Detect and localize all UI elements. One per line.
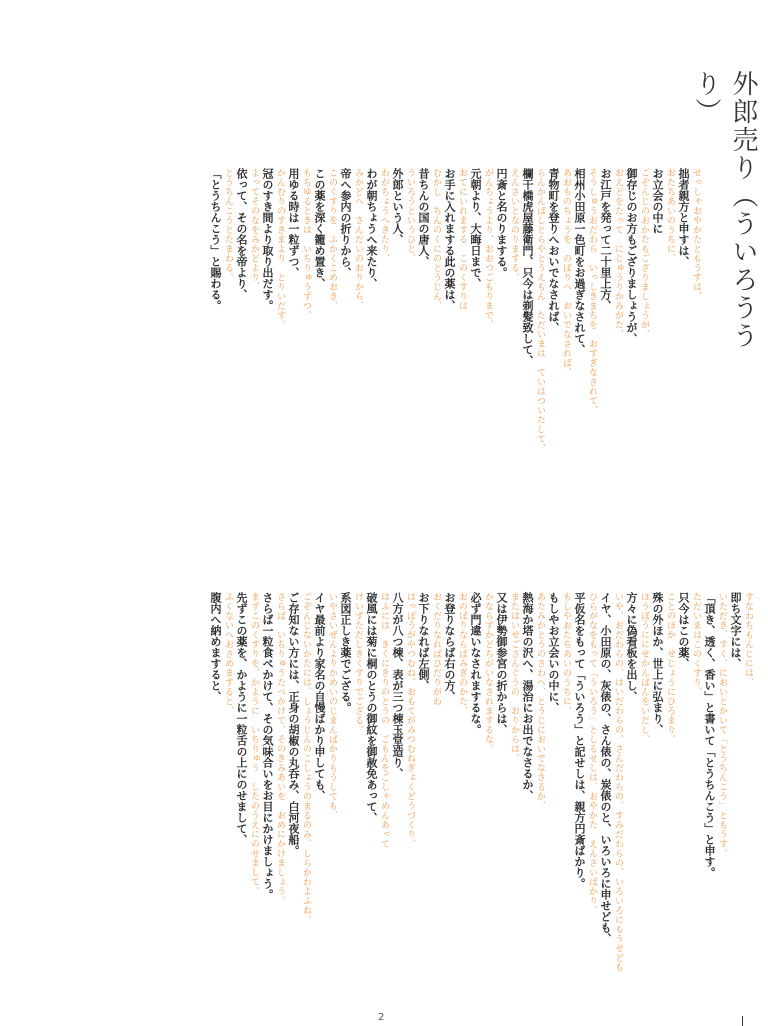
text-line: ご存知ない方には、正身の胡椒の丸呑み、白河夜船。 (287, 592, 300, 856)
furigana-line: このくすりを ふかくこめおき、 (327, 168, 337, 311)
page-title: 外郎売り（ういろううり） (691, 70, 758, 350)
furigana-line: よってそのなをみかどより、 (249, 168, 259, 292)
text-line: 「頂き、透く、香い」と書いて「とうちんこう」と申す。 (703, 592, 716, 878)
text-line: この薬を深く籠め置き、 (313, 168, 326, 289)
text-line: 元朝より、大晦日まで、 (469, 168, 482, 289)
text-line: 帝へ参内の折りから、 (339, 168, 352, 278)
furigana-line: むかし ちんのくにのとうじん、 (431, 168, 441, 311)
page-number: 2 (378, 1012, 385, 1023)
text-line: 必ず門違いなされまするな。 (469, 592, 482, 735)
text-line: もしやお立会いの中に、 (547, 592, 560, 713)
text-line: お下りなれば左側、 (417, 592, 430, 691)
text-line: 又は伊勢御参宮の折からは、 (495, 592, 508, 735)
text-line: 只今はこの薬、 (677, 592, 690, 669)
text-line: 「とうちんこう」と賜わる。 (209, 168, 222, 311)
furigana-line: またはいせごさんぐうの おりからは、 (509, 592, 519, 763)
text-line: 青物町を登りへおいでなされば、 (547, 168, 560, 333)
text-block-lower (52, 592, 752, 1012)
furigana-line: ただいまはこのくすり、 (691, 592, 701, 697)
furigana-line: いただき、すく、においとかいて「とうちんこう」ともうす。 (717, 592, 727, 858)
text-line: 八方が八つ棟、表が三つ棟玉堂造り、 (391, 592, 404, 779)
furigana-line: そうしゅうおだわら いっしきまちを おすぎなされて、 (587, 168, 597, 415)
furigana-line: ことのほか せじょうにひろまり、 (665, 592, 675, 744)
text-line: 即ち文字には、 (729, 592, 742, 669)
text-line: 昔ちんの国の唐人、 (417, 168, 430, 267)
text-line: 拙者親方と申すは、 (677, 168, 690, 267)
furigana-line: おたちあいのうちに、 (665, 168, 675, 263)
text-line: 平仮名をもって「ういろう」と記せしは、親方円斎ばかり。 (573, 592, 586, 889)
text-line: 系図正しき薬でござる。 (339, 592, 352, 713)
text-line: 殊の外ほか、世上に弘まり、 (651, 592, 664, 735)
text-line: 円斎と名のりまする。 (495, 168, 508, 278)
text-line: お手に入れまする此の薬は、 (443, 168, 456, 311)
furigana-line: いや、おだわらの、はいだわらの、さんだわらの、すみだわらの、いろいろにもうせども (613, 592, 623, 972)
text-line: 外郎という人、 (391, 168, 404, 245)
text-line: さらば一粒食べかけて、その気味合いをお目にかけましょう。 (261, 592, 274, 900)
furigana-line: さらば いちりゅうたべかけて、そのきみあいを おめにかけましょう。 (275, 592, 285, 906)
furigana-line: もちゆるときは いちりゅうずつ、 (301, 168, 311, 320)
furigana-line: おくだりなればひだりがわ (431, 592, 441, 706)
furigana-line: とうちんこうとたまわる。 (223, 168, 233, 282)
furigana-line: はふには きくにきりのとうの ごもんをごしゃめんあって (379, 592, 389, 849)
furigana-line: わがちょうへきたり、 (379, 168, 389, 263)
furigana-line: おてにいれまする このくすりは (457, 168, 467, 311)
text-block-upper (70, 168, 700, 528)
text-line: 用ゆる時は一粒ずつ、 (287, 168, 300, 278)
text-line: 相州小田原一色町をお過ぎなされて、 (573, 168, 586, 355)
text-line: イヤ最前より家名の自慢ばかり申しても、 (313, 592, 326, 801)
text-line: 方々に偽看板を出し、 (625, 592, 638, 702)
furigana-line: おのぼりならばみぎのかた、 (457, 592, 467, 716)
furigana-line: かんむりのすきまより とりいだす。 (275, 168, 285, 330)
furigana-line: ういろうというひと、 (405, 168, 415, 263)
furigana-line: すなわちもんじには、 (743, 592, 753, 687)
furigana-line: まずこのくすりを、かように いちりゅう したのうえにのせまして、 (249, 592, 259, 896)
furigana-line: いやさいぜんよりかめいのじまんばかりもうしても、 (327, 592, 337, 820)
furigana-line: みかどへ さんだいのおりから、 (353, 168, 363, 311)
furigana-line: ごぞんじないかたには、しょうじんのこしょうのまるのみ、しらかわよふね。 (301, 592, 311, 925)
text-line: イヤ、小田原の、灰俵の、さん俵の、炭俵のと、いろいろに申せども、 (599, 592, 612, 944)
furigana-line: がんちょうより、おおつごもりまで、 (483, 168, 493, 330)
furigana-line: ほうぼうににせかんばんをいだし、 (639, 592, 649, 744)
text-line: 御存じのお方もござりましょうが、 (625, 168, 638, 344)
text-line: お立会の中に (651, 168, 664, 234)
furigana-line: はっぽうがやつむね、おもてがみつむねぎょくどうづくり、 (405, 592, 415, 849)
text-line: 依って、その名を帝より、 (235, 168, 248, 300)
text-line: お江戸を発って二十里上方、 (599, 168, 612, 311)
furigana-line: あおものちょうを のぼりへ おいでなされば、 (561, 168, 571, 377)
furigana-line: えんさいとなのりまする。 (509, 168, 519, 282)
page-edge-mark (742, 1016, 743, 1026)
furigana-line: せっしゃおやかたともうすは、 (691, 168, 701, 301)
text-line: 熱海か塔の沢へ、湯治にお出でなさるか、 (521, 592, 534, 801)
furigana-line: らんかんばしとらやとうえもん ただいまは ていはついたして、 (535, 168, 545, 453)
text-line: 腹内へ納めますると、 (209, 592, 222, 702)
text-line: わが朝ちょうへ来たり、 (365, 168, 378, 289)
furigana-line: ふくないへおさめますると、 (223, 592, 233, 716)
furigana-line: ごぞんじのおかたもござりましょうが、 (639, 168, 649, 339)
furigana-line: ひらがなをもって「ういろう」としるせしは、おやかた えんさいばかり。 (587, 592, 597, 915)
text-line: 破風には菊に桐のとうの御紋を御赦免あって、 (365, 592, 378, 823)
text-line: お登りならば右の方、 (443, 592, 456, 702)
furigana-line: もしやおたちあいのうちに、 (561, 592, 571, 716)
text-line: 先ずこの薬を、かように一粒舌の上にのせまして、 (235, 592, 248, 845)
furigana-line: けいずただしきくすりでござる。 (353, 592, 363, 735)
furigana-line: かならずかどちがいなされまするな。 (483, 592, 493, 754)
furigana-line: あたみかとうのさわへ、とうじにおいでなさるか、 (535, 592, 545, 811)
text-line: 欄干橋虎屋藤衛門、只今は剃髪致して、 (521, 168, 534, 366)
furigana-line: おえどをたって にじゅうりかみがた、 (613, 168, 623, 339)
text-line: 冠のすき間より取り出だす。 (261, 168, 274, 311)
